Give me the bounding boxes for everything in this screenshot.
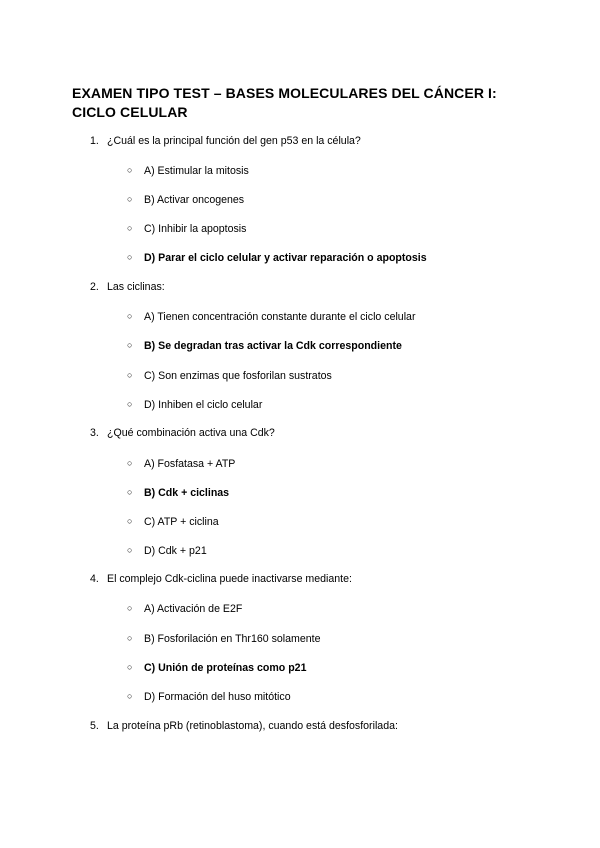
question-number: 3. [90,427,99,439]
circle-bullet-icon: ○ [127,194,133,204]
circle-bullet-icon: ○ [127,399,133,409]
option-4c [127,660,306,675]
option-text: D) Cdk + p21 [144,545,207,557]
option-1b [127,192,244,207]
question-text: ¿Qué combinación activa una Cdk? [107,427,275,439]
question-3 [90,426,275,440]
circle-bullet-icon: ○ [127,545,133,555]
question-4 [90,572,352,586]
option-text: A) Activación de E2F [144,603,243,615]
question-text: Las ciclinas: [107,281,165,293]
question-number: 5. [90,720,99,732]
circle-bullet-icon: ○ [127,370,133,380]
option-1a [127,163,249,178]
option-text: A) Fosfatasa + ATP [144,458,236,470]
option-text-correct: D) Parar el ciclo celular y activar reparación o apoptosis [144,252,427,264]
option-text: B) Activar oncogenes [144,194,245,206]
question-number: 2. [90,281,99,293]
circle-bullet-icon: ○ [127,633,133,643]
circle-bullet-icon: ○ [127,223,133,233]
option-1c [127,221,246,236]
option-text: C) Inhibir la apoptosis [144,223,247,235]
option-text: C) Son enzimas que fosforilan sustratos [144,370,332,382]
option-2a [127,309,415,324]
circle-bullet-icon: ○ [127,516,133,526]
option-text: A) Estimular la mitosis [144,165,249,177]
option-text: C) ATP + ciclina [144,516,219,528]
option-2b [127,338,402,353]
option-2c [127,368,332,383]
circle-bullet-icon: ○ [127,311,133,321]
question-number: 1. [90,135,99,147]
option-3a [127,456,235,471]
question-text: ¿Cuál es la principal función del gen p53 en la célula? [107,135,361,147]
question-text: La proteína pRb (retinoblastoma), cuando está desfosforilada: [107,720,398,732]
option-text: A) Tienen concentración constante durante el ciclo celular [144,311,416,323]
option-text: D) Inhiben el ciclo celular [144,399,263,411]
exam-title: EXAMEN TIPO TEST – BASES MOLECULARES DEL CÁNCER I: CICLO CELULAR [72,85,497,120]
circle-bullet-icon: ○ [127,458,133,468]
circle-bullet-icon: ○ [127,691,133,701]
option-text: B) Fosforilación en Thr160 solamente [144,633,321,645]
circle-bullet-icon: ○ [127,340,133,350]
question-text: El complejo Cdk-ciclina puede inactivarse mediante: [107,573,352,585]
option-4d [127,689,291,704]
question-2 [90,280,165,294]
option-4a [127,601,242,616]
option-3d [127,543,207,558]
option-1d [127,250,427,265]
question-5 [90,719,398,733]
option-text-correct: C) Unión de proteínas como p21 [144,662,307,674]
question-number: 4. [90,573,99,585]
circle-bullet-icon: ○ [127,662,133,672]
option-3b [127,485,229,500]
circle-bullet-icon: ○ [127,603,133,613]
option-text: D) Formación del huso mitótico [144,691,291,703]
option-2d [127,397,262,412]
option-text-correct: B) Cdk + ciclinas [144,487,230,499]
option-3c [127,514,219,529]
circle-bullet-icon: ○ [127,165,133,175]
option-4b [127,631,320,646]
question-1 [90,134,361,148]
circle-bullet-icon: ○ [127,252,133,262]
circle-bullet-icon: ○ [127,487,133,497]
option-text-correct: B) Se degradan tras activar la Cdk correspondiente [144,340,402,352]
